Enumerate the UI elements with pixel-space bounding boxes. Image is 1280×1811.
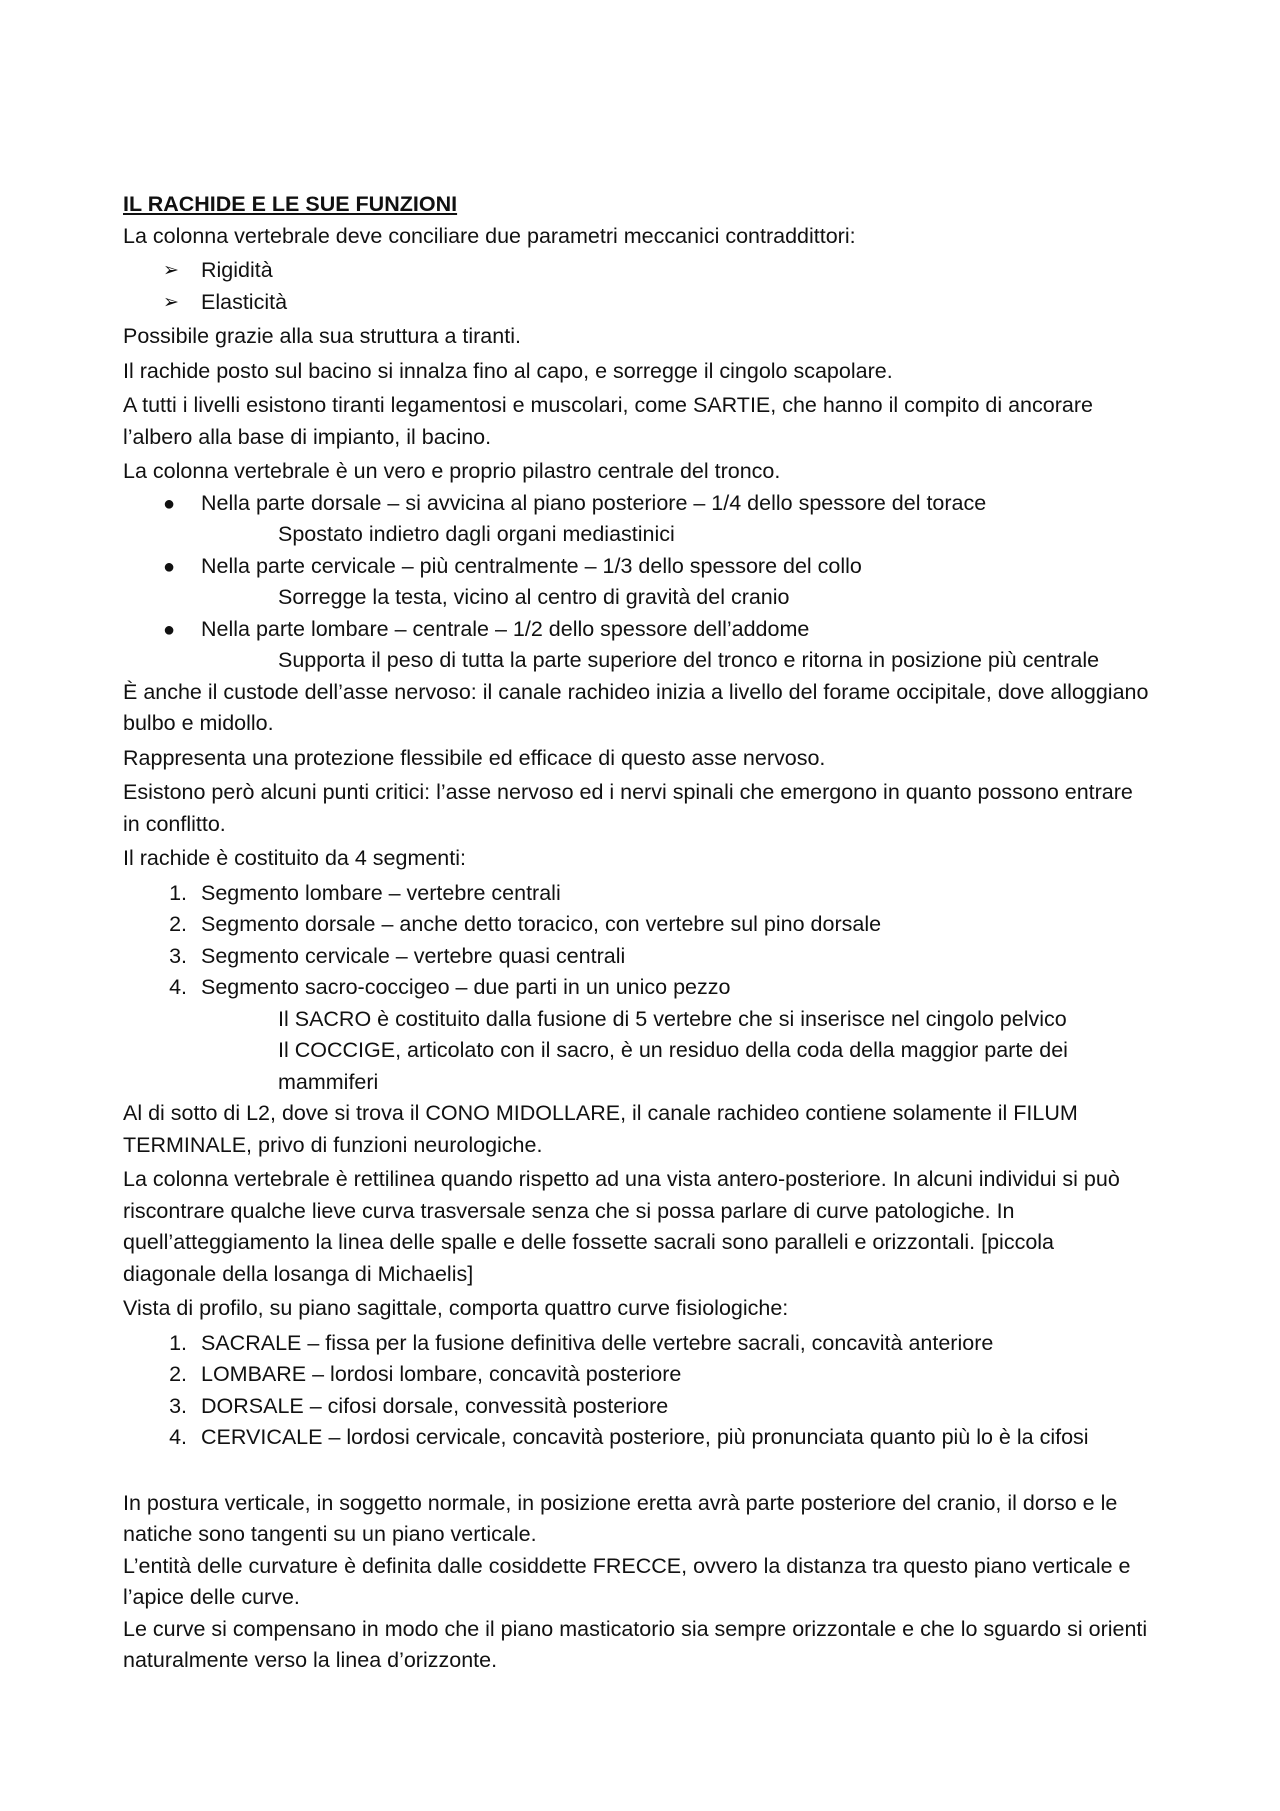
list-item-text: Elasticità — [201, 289, 288, 314]
paragraph: diagonale della losanga di Michaelis] — [123, 1261, 474, 1286]
paragraph: l’apice delle curve. — [123, 1585, 300, 1609]
paragraph: natiche sono tangenti su un piano verticale. — [123, 1522, 537, 1546]
list-item: ➢ Rigidità — [123, 255, 1163, 287]
document-page — [123, 189, 1163, 1677]
paragraph: riscontrare qualche lieve curva trasversale senza che si possa parlare di curve patologiche. In — [123, 1198, 1015, 1223]
list-item-subtext: Il SACRO è costituito dalla fusione di 5 vertebre che si inserisce nel cingolo pelvico — [278, 1006, 1067, 1031]
list-item: ● Nella parte lombare – centrale – 1/2 dello spessore dell’addome — [123, 614, 1163, 646]
paragraph: l’albero alla base di impianto, il bacino. — [123, 424, 492, 449]
paragraph: Le curve si compensano in modo che il piano masticatorio sia sempre orizzontale e che lo sguardo si orienti — [123, 1616, 1148, 1641]
paragraph: Vista di profilo, su piano sagittale, comporta quattro curve fisiologiche: — [123, 1296, 789, 1320]
paragraph: Al di sotto di L2, dove si trova il CONO MIDOLLARE, il canale rachideo contiene solamente il FILUM — [123, 1101, 1078, 1125]
paragraph: in conflitto. — [123, 811, 226, 836]
list-item-text: Segmento cervicale – vertebre quasi centrali — [201, 943, 626, 968]
paragraph: Possibile grazie alla sua struttura a tiranti. — [123, 324, 521, 348]
paragraph: A tutti i livelli esistono tiranti legamentosi e muscolari, come SARTIE, che hanno il compito di ancorare — [123, 393, 1093, 417]
list-item-text: LOMBARE – lordosi lombare, concavità posteriore — [201, 1362, 682, 1386]
list-item: 4. Segmento sacro-coccigeo – due parti in un unico pezzo — [123, 972, 1163, 1004]
list-item-text: SACRALE – fissa per la fusione definitiva delle vertebre sacrali, concavità anteriore — [201, 1330, 994, 1355]
paragraph: Esistono però alcuni punti critici: l’asse nervoso ed i nervi spinali che emergono in quanto possono entrare — [123, 780, 1133, 804]
list-item-text: DORSALE – cifosi dorsale, convessità posteriore — [201, 1393, 669, 1418]
paragraph: Il rachide è costituito da 4 segmenti: — [123, 846, 466, 870]
list-item-text: Nella parte dorsale – si avvicina al piano posteriore – 1/4 dello spessore del torace — [201, 490, 987, 515]
list-item-subtext: mammiferi — [278, 1069, 379, 1094]
list-item-text: Nella parte lombare – centrale – 1/2 dello spessore dell’addome — [201, 616, 810, 641]
list-item: 2. LOMBARE – lordosi lombare, concavità posteriore — [123, 1359, 1163, 1391]
list-item-text: Segmento lombare – vertebre centrali — [201, 880, 561, 905]
paragraph: In postura verticale, in soggetto normale, in posizione eretta avrà parte posteriore del cranio, il dorso e le — [123, 1490, 1118, 1515]
paragraph: quell’atteggiamento la linea delle spalle e delle fossette sacrali sono paralleli e orizzontali. [piccola — [123, 1230, 1055, 1254]
list-item: 1. Segmento lombare – vertebre centrali — [123, 878, 1163, 910]
paragraph: Rappresenta una protezione flessibile ed efficace di questo asse nervoso. — [123, 745, 826, 770]
list-item: 4. CERVICALE – lordosi cervicale, concavità posteriore, più pronunciata quanto più lo è la cifosi — [123, 1422, 1163, 1454]
intro-paragraph: La colonna vertebrale deve conciliare due parametri meccanici contraddittori: — [123, 223, 856, 248]
list-item: ● Nella parte dorsale – si avvicina al piano posteriore – 1/4 dello spessore del torace — [123, 488, 1163, 520]
list-item-text: Nella parte cervicale – più centralmente – 1/3 dello spessore del collo — [201, 553, 862, 578]
paragraph: bulbo e midollo. — [123, 711, 274, 735]
paragraph: È anche il custode dell’asse nervoso: il canale rachideo inizia a livello del forame occipitale, dove alloggiano — [123, 679, 1149, 704]
list-item-text: Segmento dorsale – anche detto toracico, con vertebre sul pino dorsale — [201, 912, 882, 936]
paragraph: La colonna vertebrale è un vero e proprio pilastro centrale del tronco. — [123, 459, 781, 483]
list-item-text: Rigidità — [201, 258, 273, 282]
list-item: 3. Segmento cervicale – vertebre quasi centrali — [123, 941, 1163, 973]
list-item-subtext: Supporta il peso di tutta la parte superiore del tronco e ritorna in posizione più centrale — [278, 648, 1100, 672]
list-item: ➢ Elasticità — [123, 287, 1163, 319]
list-item-subtext: Sorregge la testa, vicino al centro di gravità del cranio — [278, 585, 790, 609]
spacer — [123, 1454, 1163, 1488]
list-item: 1. SACRALE – fissa per la fusione definitiva delle vertebre sacrali, concavità anteriore — [123, 1328, 1163, 1360]
paragraph: naturalmente verso la linea d’orizzonte. — [123, 1648, 498, 1672]
list-item: 3. DORSALE – cifosi dorsale, convessità posteriore — [123, 1391, 1163, 1423]
list-item: ● Nella parte cervicale – più centralmente – 1/3 dello spessore del collo — [123, 551, 1163, 583]
paragraph: TERMINALE, privo di funzioni neurologiche. — [123, 1132, 543, 1157]
list-item-text: Segmento sacro-coccigeo – due parti in un unico pezzo — [201, 975, 731, 999]
list-item-text: CERVICALE – lordosi cervicale, concavità posteriore, più pronunciata quanto più lo è la cifosi — [201, 1425, 1089, 1449]
list-item: 2. Segmento dorsale – anche detto toracico, con vertebre sul pino dorsale — [123, 909, 1163, 941]
paragraph: L’entità delle curvature è definita dalle cosiddette FRECCE, ovvero la distanza tra questo piano verticale e — [123, 1553, 1131, 1578]
document-title: IL RACHIDE E LE SUE FUNZIONI — [123, 192, 458, 216]
list-item-subtext: Il COCCIGE, articolato con il sacro, è un residuo della coda della maggior parte dei — [278, 1038, 1068, 1062]
list-item-subtext: Spostato indietro dagli organi mediastinici — [278, 522, 675, 546]
paragraph: La colonna vertebrale è rettilinea quando rispetto ad una vista antero-posteriore. In alcuni individui si può — [123, 1167, 1120, 1191]
paragraph: Il rachide posto sul bacino si innalza fino al capo, e sorregge il cingolo scapolare. — [123, 358, 893, 383]
